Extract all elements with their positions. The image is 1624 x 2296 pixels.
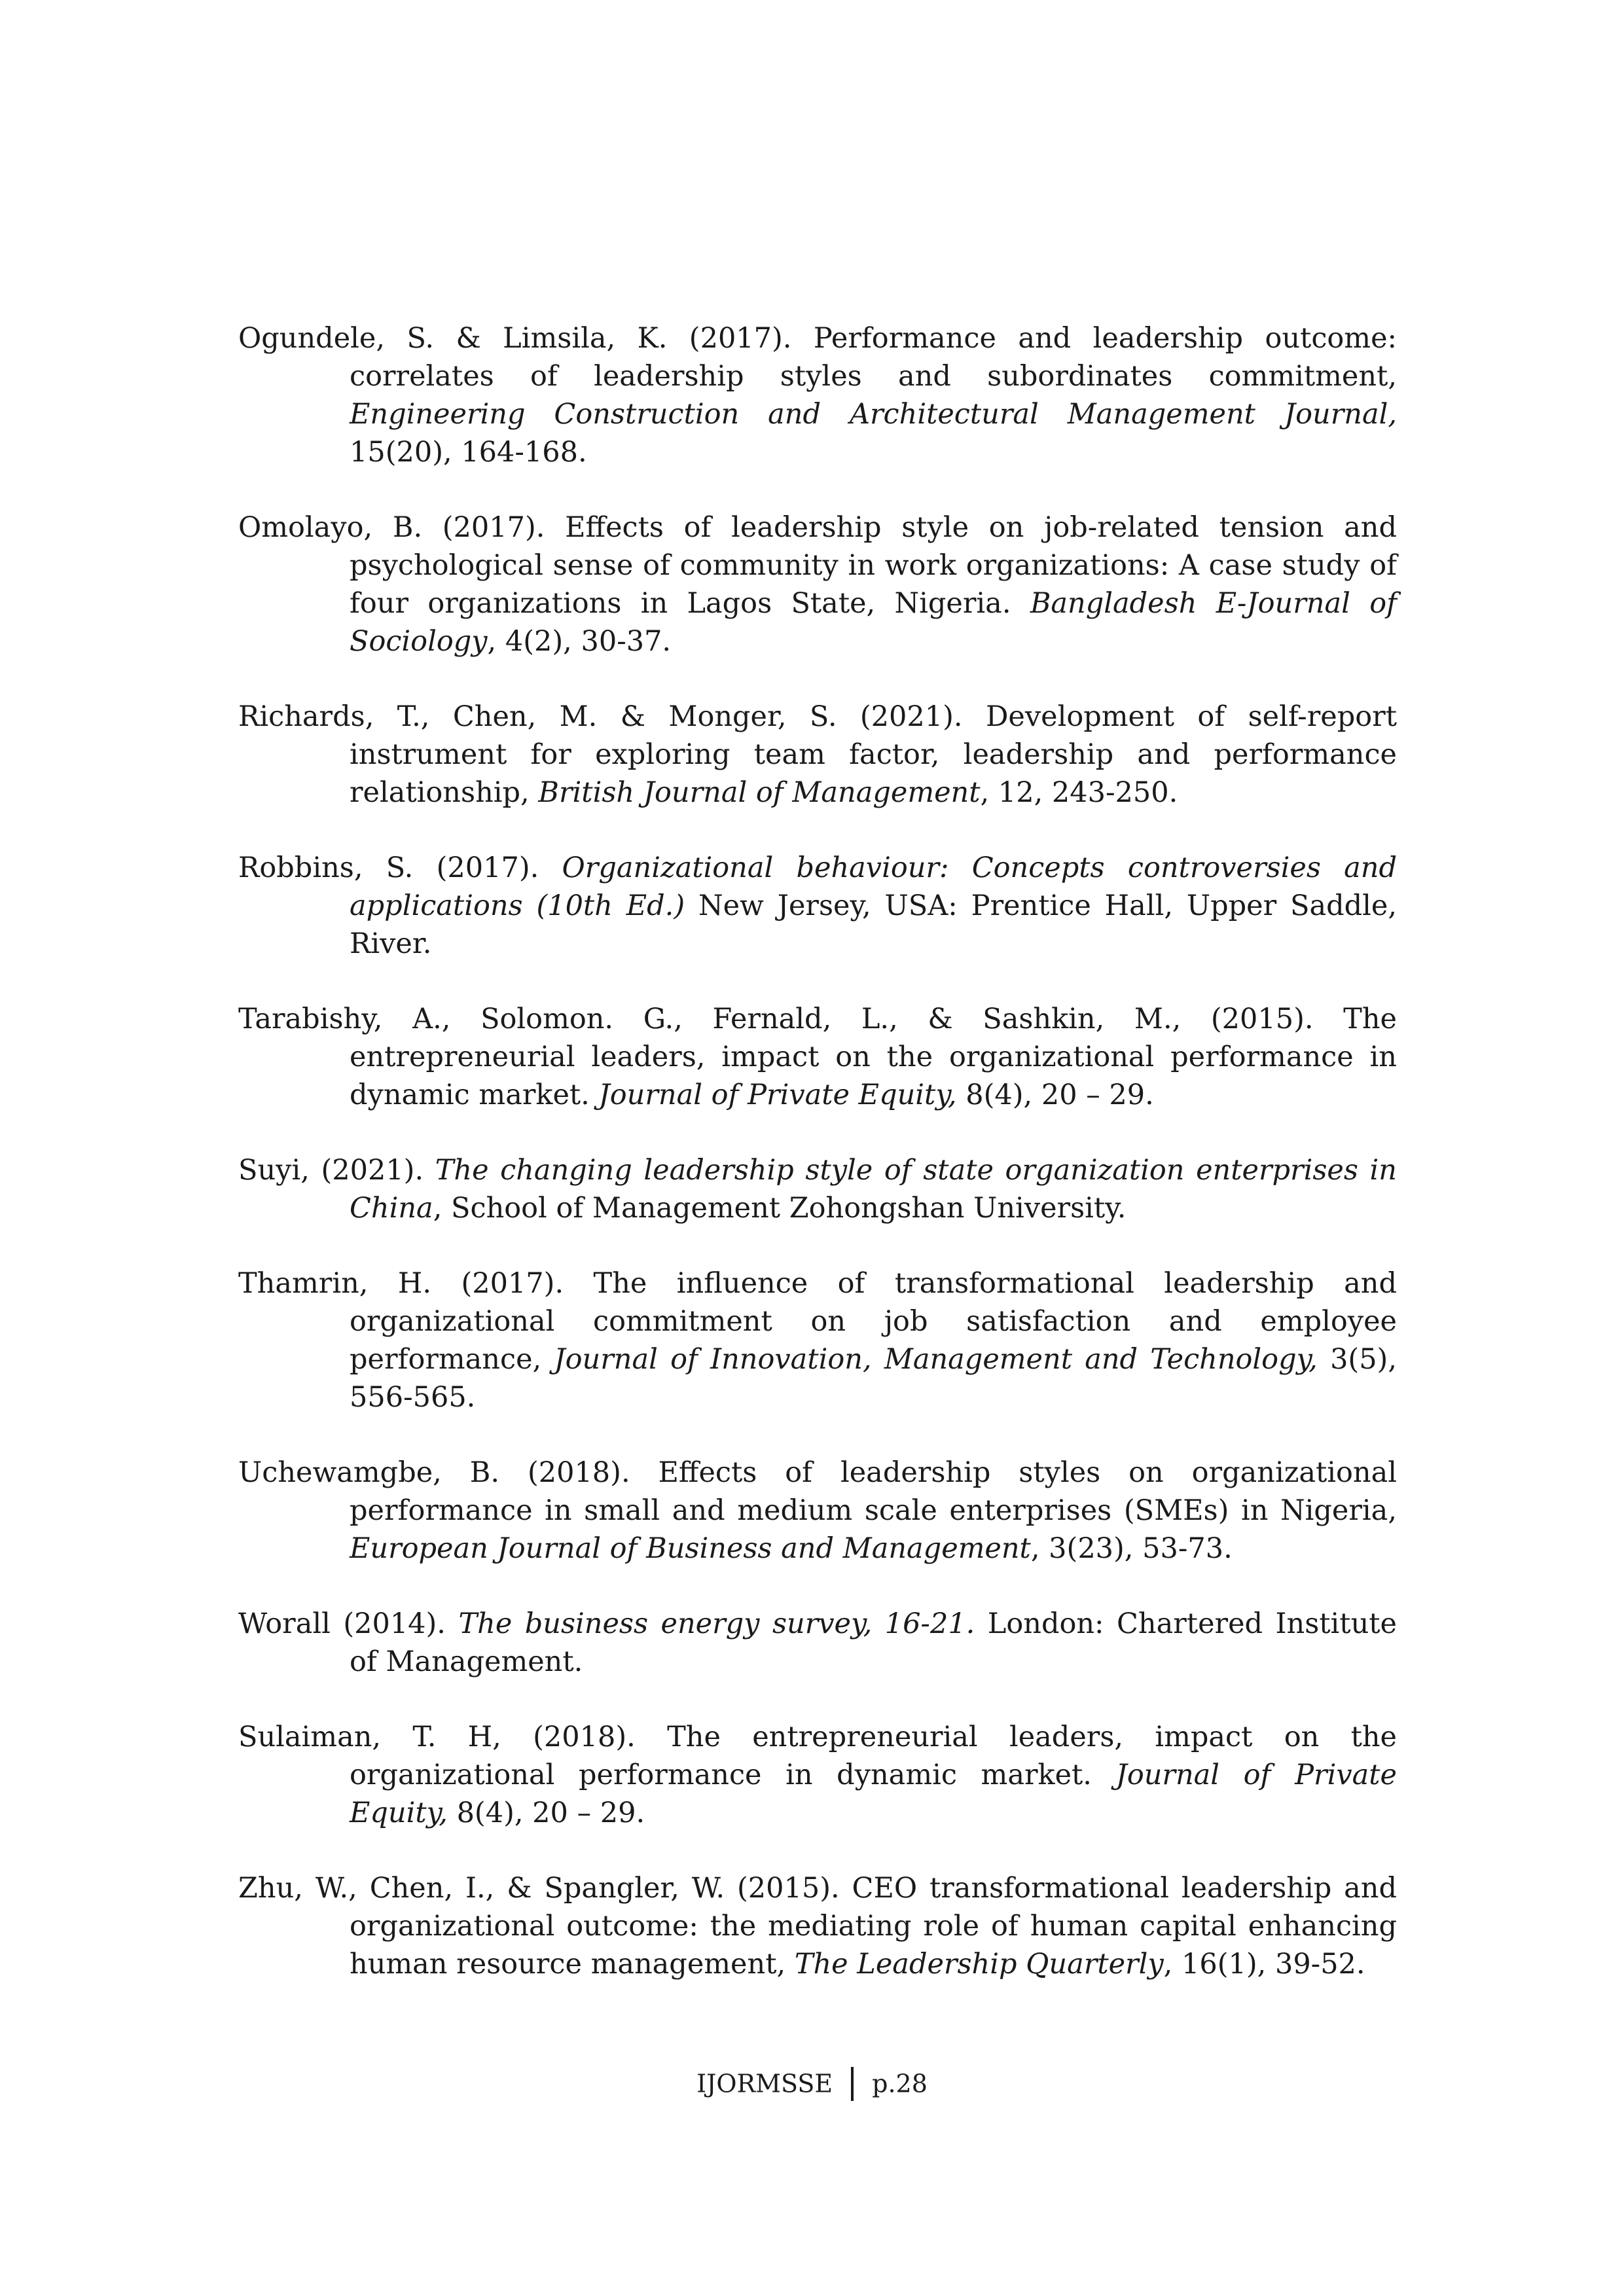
reference-details: 8(4), 20 – 29.: [956, 1079, 1154, 1111]
reference-source-title: Journal of Private Equity,: [598, 1079, 957, 1111]
reference-entry: [238, 1869, 1397, 1983]
reference-source-title: Organizational behaviour: Concepts controversies and applications (10th Ed.): [350, 852, 1398, 922]
reference-entry: [238, 319, 1397, 471]
reference-text: Ogundele, S. & Limsila, K. (2017). Performance and leadership outcome: correlates of leadership styles and subordinates commitment,: [238, 322, 1397, 393]
journal-abbreviation: IJORMSSE: [696, 2069, 833, 2098]
reference-entry: [238, 1151, 1397, 1227]
reference-source-title: Journal of Private Equity,: [350, 1759, 1397, 1829]
reference-text: Richards, T., Chen, M. & Monger, S. (2021). Development of self-report instrument for exploring team factor, leadership and performance relationship,: [238, 700, 1397, 809]
reference-text: Tarabishy, A., Solomon. G., Fernald, L., & Sashkin, M., (2015). The entrepreneurial leaders, impact on the organizational performance in dynamic market.: [238, 1003, 1397, 1111]
reference-details: , 3(23), 53-73.: [1030, 1532, 1233, 1565]
reference-text: Robbins, S. (2017).: [238, 852, 562, 884]
reference-text: Zhu, W., Chen, I., & Spangler, W. (2015). CEO transformational leadership and organizational outcome: the mediating role of human capital enhancing human resource management,: [238, 1872, 1397, 1981]
footer-divider: [851, 2067, 854, 2101]
reference-source-title: British Journal of Management: [538, 776, 981, 809]
reference-text: Uchewamgbe, B. (2018). Effects of leadership styles on organizational performance in small and medium scale enterprises (SMEs) in Nigeria,: [238, 1456, 1397, 1527]
page-number: p.28: [872, 2069, 928, 2098]
reference-source-title: The Leadership Quarterly: [794, 1948, 1164, 1981]
reference-details: 15(20), 164-168.: [350, 436, 587, 469]
reference-details: London: Chartered Institute of Management.: [350, 1607, 1397, 1678]
reference-entry: [238, 849, 1397, 963]
reference-entry: [238, 698, 1397, 812]
reference-source-title: The changing leadership style of state organization enterprises in China: [350, 1154, 1397, 1225]
reference-details: , 12, 243-250.: [980, 776, 1178, 809]
reference-text: Suyi, (2021).: [238, 1154, 435, 1187]
reference-source-title: Journal of Innovation, Management and Technology,: [554, 1343, 1318, 1376]
reference-source-title: Bangladesh E-Journal of Sociology: [350, 587, 1397, 658]
reference-text: Omolayo, B. (2017). Effects of leadership style on job-related tension and psychological sense of community in work organizations: A case study of four organizations in Lagos State, Nigeria.: [238, 511, 1397, 620]
reference-source-title: The business energy survey, 16-21.: [458, 1607, 975, 1640]
reference-text: Sulaiman, T. H, (2018). The entrepreneurial leaders, impact on the organizational performance in dynamic market.: [238, 1721, 1397, 1791]
reference-entry: [238, 1718, 1397, 1832]
reference-details: , School of Management Zohongshan University.: [433, 1192, 1127, 1225]
reference-details: , 4(2), 30-37.: [487, 625, 672, 658]
reference-details: 3(5), 556-565.: [350, 1343, 1397, 1414]
reference-entry: [238, 1000, 1397, 1114]
reference-details: New Jersey, USA: Prentice Hall, Upper Saddle, River.: [350, 889, 1397, 960]
reference-entry: [238, 1605, 1397, 1681]
reference-details: 8(4), 20 – 29.: [447, 1797, 645, 1829]
reference-source-title: Engineering Construction and Architectural Management Journal,: [350, 398, 1397, 431]
reference-list: [238, 319, 1397, 2020]
reference-source-title: European Journal of Business and Management: [350, 1532, 1031, 1565]
reference-text: Thamrin, H. (2017). The influence of transformational leadership and organizational commitment on job satisfaction and employee performance,: [238, 1267, 1397, 1376]
reference-text: Worall (2014).: [238, 1607, 459, 1640]
reference-entry: [238, 1265, 1397, 1416]
reference-entry: [238, 509, 1397, 660]
reference-entry: [238, 1454, 1397, 1568]
reference-details: , 16(1), 39-52.: [1163, 1948, 1365, 1981]
page-footer: [0, 2064, 1624, 2101]
